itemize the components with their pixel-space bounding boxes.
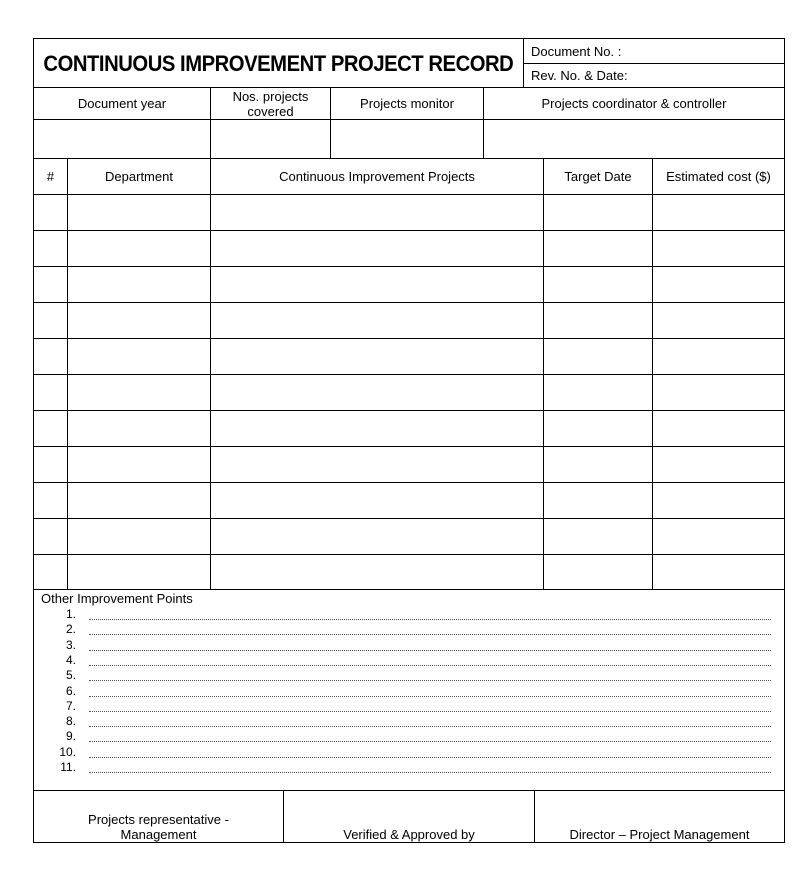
point-number: 3. [65,637,76,652]
point-number: 6. [65,683,76,698]
row-department-cell[interactable] [67,302,211,339]
row-department-cell[interactable] [67,338,211,375]
row-project-cell[interactable] [210,230,544,267]
row-department-cell[interactable] [67,230,211,267]
info-field-projects-monitor[interactable] [330,119,484,159]
row-target-date-cell[interactable] [543,230,653,267]
row-number-cell[interactable] [33,338,68,375]
row-estimated-cost-cell[interactable] [652,194,785,231]
point-entry-line[interactable] [89,740,771,742]
point-number: 11. [60,760,76,774]
row-target-date-cell[interactable] [543,266,653,303]
row-number-cell[interactable] [33,302,68,339]
row-target-date-cell[interactable] [543,446,653,483]
row-department-cell[interactable] [67,374,211,411]
rev-date-label: Rev. No. & Date: [531,68,628,83]
point-number: 10. [59,744,76,759]
row-estimated-cost-cell[interactable] [652,410,785,447]
row-project-cell[interactable] [210,518,544,555]
row-department-cell[interactable] [67,266,211,303]
point-number: 7. [65,698,76,713]
row-target-date-cell[interactable] [543,374,653,411]
row-number-cell[interactable] [33,266,68,303]
row-estimated-cost-cell[interactable] [652,482,785,519]
row-target-date-cell[interactable] [543,482,653,519]
row-target-date-cell[interactable] [543,302,653,339]
info-header-projects-covered: Nos. projects covered [210,87,331,120]
row-department-cell[interactable] [67,446,211,483]
row-target-date-cell[interactable] [543,338,653,375]
point-number: 9. [65,729,76,744]
row-department-cell[interactable] [67,194,211,231]
row-estimated-cost-cell[interactable] [652,518,785,555]
point-number: 4. [65,652,76,667]
info-header-document-year: Document year [33,87,211,120]
row-number-cell[interactable] [33,482,68,519]
row-estimated-cost-cell[interactable] [652,230,785,267]
point-entry-line[interactable] [89,771,771,773]
info-field-coordinator[interactable] [483,119,785,159]
row-department-cell[interactable] [67,482,211,519]
signature-verified-approved[interactable]: Verified & Approved by [283,790,535,843]
point-number: 1. [65,607,76,621]
row-project-cell[interactable] [210,302,544,339]
row-department-cell[interactable] [67,410,211,447]
point-number: 8. [65,714,76,729]
row-department-cell[interactable] [67,554,211,591]
point-entry-line[interactable] [89,725,771,727]
row-project-cell[interactable] [210,374,544,411]
row-estimated-cost-cell[interactable] [652,338,785,375]
point-entry-line[interactable] [89,649,771,651]
row-number-cell[interactable] [33,554,68,591]
table-header-target-date: Target Date [543,158,653,195]
point-entry-line[interactable] [89,679,771,681]
point-entry-line[interactable] [89,710,771,712]
row-estimated-cost-cell[interactable] [652,554,785,591]
rev-date-field[interactable] [523,63,785,88]
row-number-cell[interactable] [33,446,68,483]
other-points-label: Other Improvement Points [41,591,193,606]
table-header-department: Department [67,158,211,195]
point-entry-line[interactable] [89,695,771,697]
row-estimated-cost-cell[interactable] [652,446,785,483]
row-department-cell[interactable] [67,518,211,555]
title-cell [33,38,524,88]
row-project-cell[interactable] [210,194,544,231]
info-header-coordinator: Projects coordinator & controller [483,87,785,120]
point-entry-line[interactable] [89,756,771,758]
row-target-date-cell[interactable] [543,410,653,447]
row-estimated-cost-cell[interactable] [652,302,785,339]
info-field-document-year[interactable] [33,119,211,159]
row-number-cell[interactable] [33,194,68,231]
info-field-projects-covered[interactable] [210,119,331,159]
row-project-cell[interactable] [210,482,544,519]
table-header-projects: Continuous Improvement Projects [210,158,544,195]
row-number-cell[interactable] [33,374,68,411]
signature-projects-representative[interactable]: Projects representative - Management [33,790,284,843]
signature-director[interactable]: Director – Project Management [534,790,785,843]
row-project-cell[interactable] [210,410,544,447]
document-no-field[interactable] [523,38,785,64]
row-estimated-cost-cell[interactable] [652,266,785,303]
row-project-cell[interactable] [210,338,544,375]
point-entry-line[interactable] [89,633,771,635]
info-header-projects-monitor: Projects monitor [330,87,484,120]
row-estimated-cost-cell[interactable] [652,374,785,411]
row-target-date-cell[interactable] [543,194,653,231]
table-header-estimated-cost: Estimated cost ($) [652,158,785,195]
row-number-cell[interactable] [33,518,68,555]
row-number-cell[interactable] [33,230,68,267]
page-title: CONTINUOUS IMPROVEMENT PROJECT RECORD [43,50,514,76]
row-project-cell[interactable] [210,266,544,303]
point-entry-line[interactable] [89,664,771,666]
table-header-number: # [33,158,68,195]
point-number: 5. [65,668,76,683]
row-project-cell[interactable] [210,446,544,483]
row-target-date-cell[interactable] [543,518,653,555]
point-entry-line[interactable] [89,618,771,620]
point-number: 2. [65,622,76,637]
row-number-cell[interactable] [33,410,68,447]
row-target-date-cell[interactable] [543,554,653,591]
row-project-cell[interactable] [210,554,544,591]
document-no-label: Document No. : [531,43,622,59]
